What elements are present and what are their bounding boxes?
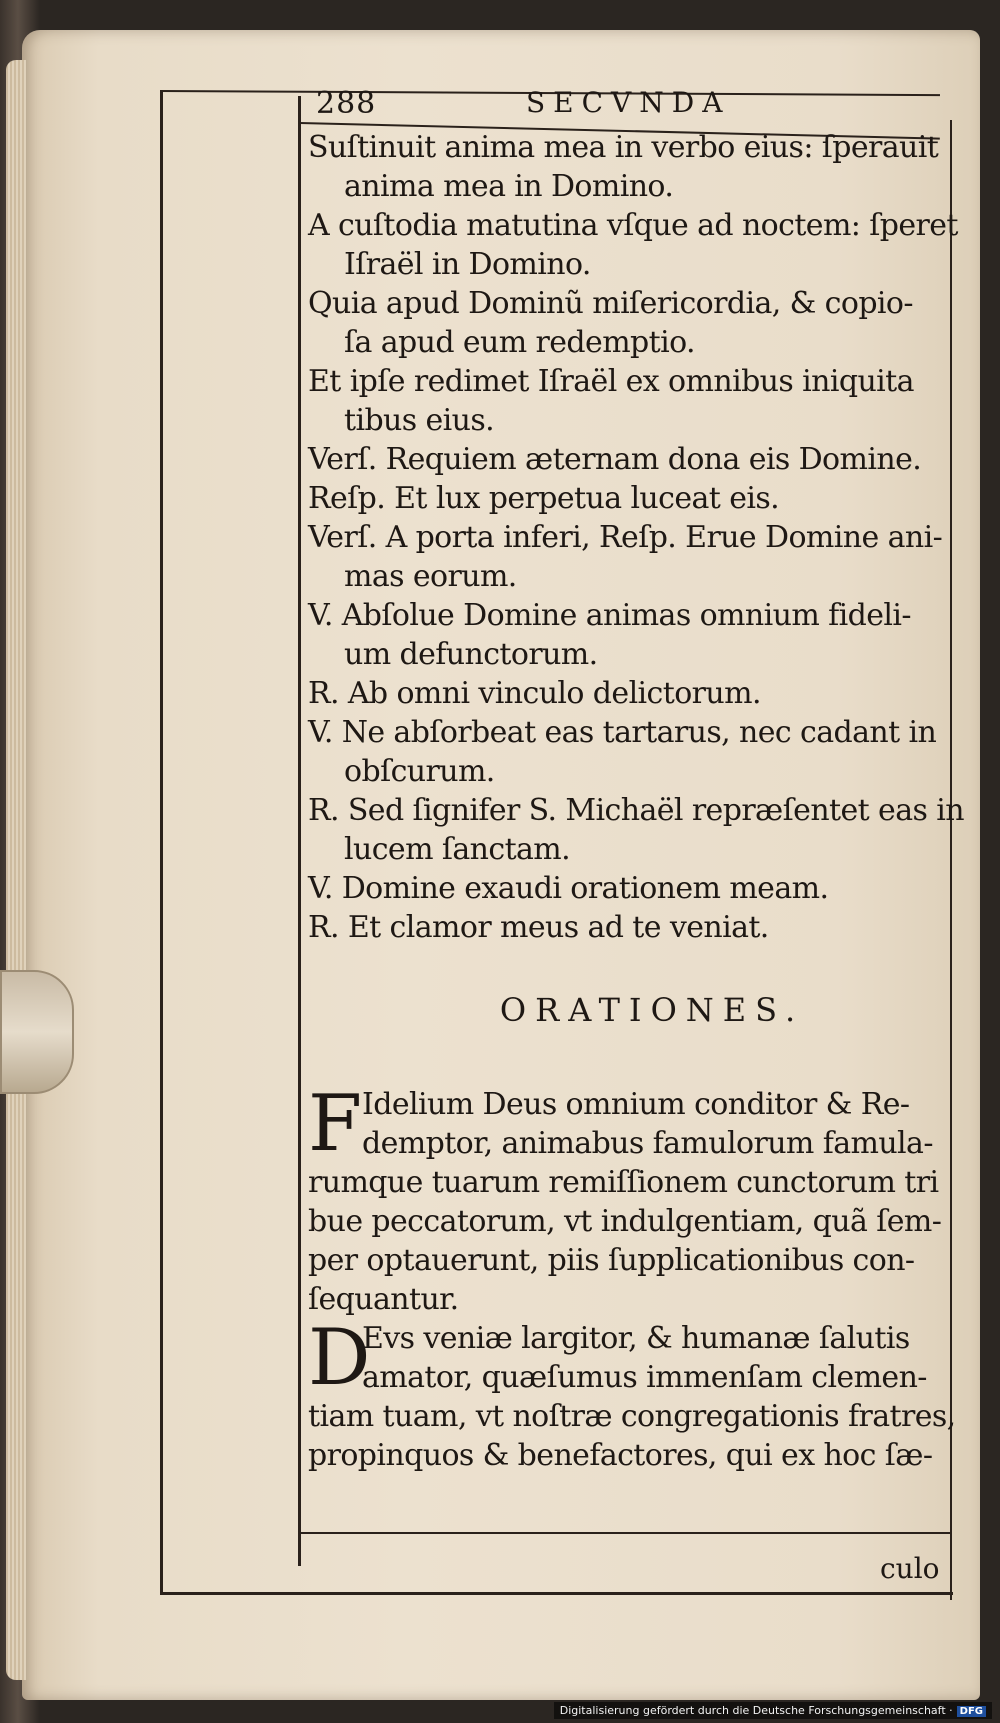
text-line: V. Domine exaudi orationem meam. [308,871,829,906]
drop-cap-block [308,1313,956,1403]
text-line: Iſraël in Domino. [344,247,591,282]
prayer-1 [308,1079,956,1319]
text-line: Verſ. A porta inferi, Reſp. Erue Domine ani- [308,520,943,555]
inner-margin-rule [298,96,301,1566]
text-line: V. Ne abſorbeat eas tartarus, nec cadant in [308,715,937,750]
text-line: ſa apud eum redemptio. [344,325,695,360]
responsory-text [308,128,964,947]
text-line: Reſp. Et lux perpetua luceat eis. [308,481,780,516]
text-line: A cuſtodia matutina vſque ad noctem: ſperet [308,208,958,243]
book-clasp [0,970,74,1094]
drop-initial: D [308,1313,371,1403]
text-line: amator, quæſumus immenſam clemen- [362,1360,927,1395]
text-line: rumque tuarum remiſſionem cunctorum tri [308,1165,939,1200]
page-edges [6,60,26,1680]
text-line: V. Abſolue Domine animas omnium fideli- [308,598,911,633]
text-line: Suſtinuit anima mea in verbo eius: ſperauit [308,130,939,165]
drop-cap-block [308,1079,956,1169]
text-line: R. Ab omni vinculo delictorum. [308,676,761,711]
text-line: um defunctorum. [344,637,598,672]
text-line: obſcurum. [344,754,495,789]
text-line: propinquos & benefactores, qui ex hoc ſæ- [308,1438,933,1473]
page-number: 288 [316,86,377,121]
section-title: ORATIONES. [499,991,805,1029]
text-line: mas eorum. [344,559,517,594]
prayer-2 [308,1313,956,1475]
text-line: lucem ſanctam. [344,832,571,867]
dfg-logo: DFG [957,1706,986,1717]
text-block [308,84,964,1475]
text-line: tiam tuam, vt noſtræ congregationis fratres, [308,1399,956,1434]
text-line: bue peccatorum, vt indulgentiam, quã ſem- [308,1204,942,1239]
text-line: per optauerunt, piis ſupplicationibus con- [308,1243,915,1278]
catchword: culo [880,1552,940,1585]
text-line: Idelium Deus omnium conditor & Re- [362,1087,910,1122]
credit-text: Digitalisierung gefördert durch die Deutsche Forschungsgemeinschaft · [559,1704,953,1717]
drop-initial: F [308,1079,363,1169]
text-line: Et ipſe redimet Iſraël ex omnibus iniquita [308,364,914,399]
text-line: tibus eius. [344,403,495,438]
text-line: Quia apud Dominũ miſericordia, & copio- [308,286,913,321]
text-line: ſequantur. [308,1282,459,1317]
running-head [308,84,956,128]
text-line: Evs veniæ largitor, & humanæ ſalutis [362,1321,910,1356]
foot-rule [300,1532,950,1534]
text-line: R. Sed ſignifer S. Michaël repræſentet eas in [308,793,964,828]
text-line: demptor, animabus famulorum famula- [362,1126,933,1161]
running-head-title: SECVNDA [526,86,731,119]
digitization-credit [554,1702,992,1719]
text-line: anima mea in Domino. [344,169,674,204]
text-line: Verſ. Requiem æternam dona eis Domine. [308,442,922,477]
text-line: R. Et clamor meus ad te veniat. [308,910,769,945]
